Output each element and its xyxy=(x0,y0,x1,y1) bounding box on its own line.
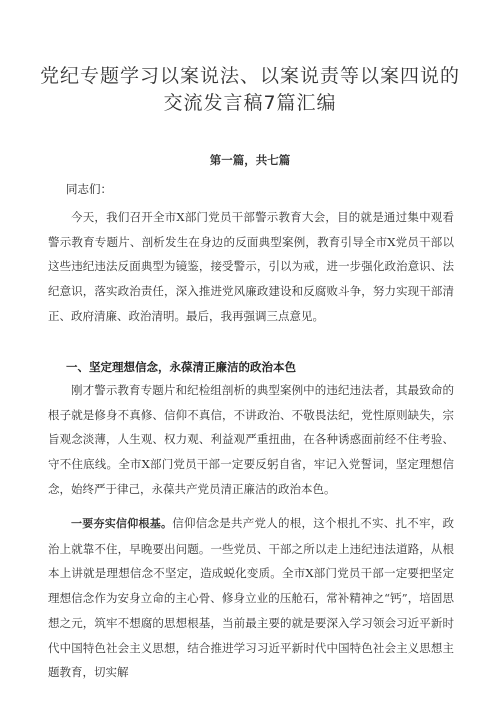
subsection-lead: 一要夯实信仰根基。 xyxy=(71,517,173,530)
subsection-paragraph xyxy=(48,511,454,685)
document-subtitle: 第一篇，共七篇 xyxy=(209,153,291,167)
section-paragraph: 刚才警示教育专题片和纪检组剖析的典型案例中的违纪违法者，其最致命的根子就是修身不真修、信仰不真信，不讲政治、不敬畏法纪，党性原则缺失，宗旨观念淡薄，人生观、权力观、利益观严重扭曲，在各种诱惑面前经不住考验、守不住底线。全市X部门党员干部一定要反躬自省，牢记入党誓词，坚定理想信念，始终严于律己，永葆共产党员清正廉洁的政治本色。 xyxy=(48,383,454,496)
document-title: 党纪专题学习以案说法、以案说责等以案四说的交流发言稿7篇汇编 xyxy=(40,65,461,114)
salutation: 同志们： xyxy=(66,182,112,196)
intro-paragraph: 今天，我们召开全市X部门党员干部警示教育大会，目的就是通过集中观看警示教育专题片、剖析发生在身边的反面典型案例，教育引导全市X党员干部以这些违纪违法反面典型为镜鉴，接受警示，引以为戒，进一步强化政治意识、法纪意识，落实政治责任，深入推进党风廉政建设和反腐败斗争，努力实现干部清正、政府清廉、政治清明。最后，我再强调三点意见。 xyxy=(48,210,454,323)
section-heading: 一、坚定理想信念，永葆清正廉洁的政治本色 xyxy=(66,360,296,374)
subsection-body: 信仰信念是共产党人的根，这个根扎不实、扎不牢，政治上就靠不住，早晚要出问题。一些党员、干部之所以走上违纪违法道路，从根本上讲就是理想信念不坚定，造成蜕化变质。全市X部门党员干部一定要把坚定理想信念作为安身立命的主心骨、修身立业的压舱石，常补精神之“钙”，培固思想之元，筑牢不想腐的思想根基，当前最主要的就是要深入学习领会习近平新时代中国特色社会主义思想，结合推进学习习近平新时代中国特色社会主义思想主题教育，切实解 xyxy=(48,516,454,680)
